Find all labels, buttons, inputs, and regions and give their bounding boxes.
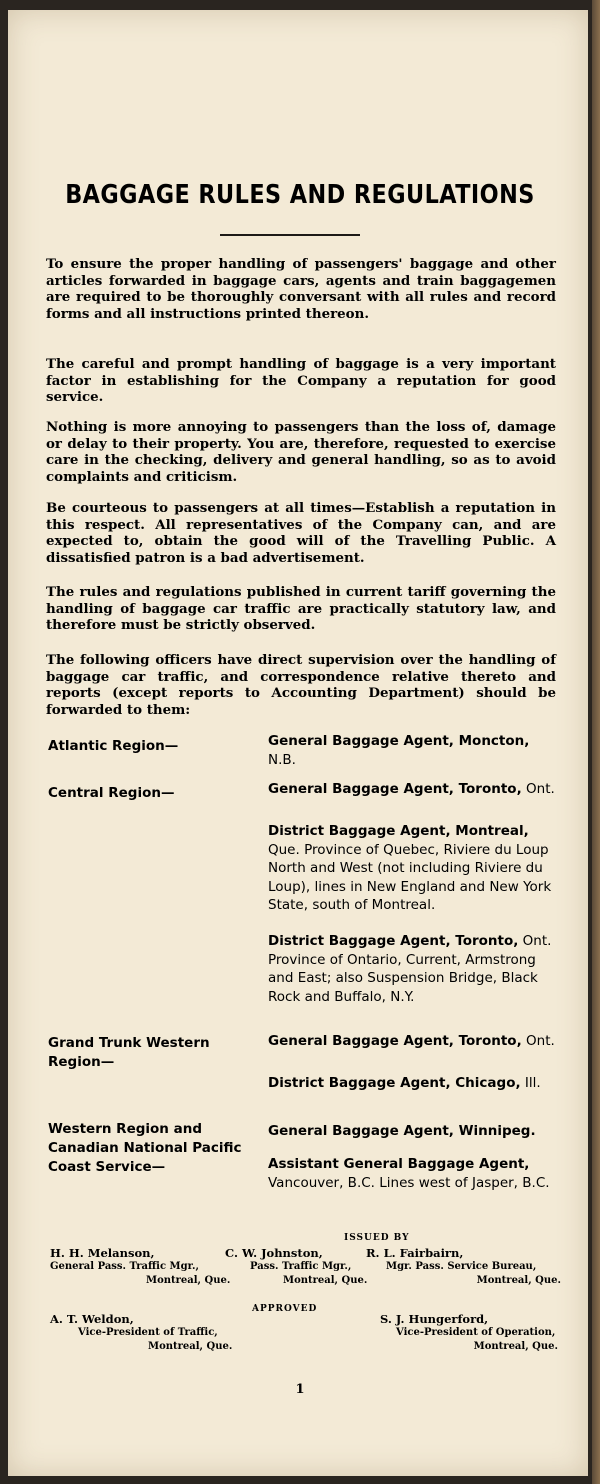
issuer-title: Mgr. Pass. Service Bureau, — [386, 1261, 537, 1272]
entry-rest: Ill. — [524, 1075, 541, 1091]
approver-place: Montreal, Que. — [473, 1341, 558, 1352]
paragraph-5: The rules and regulations published in current tariff governing the handling of baggage car traffic are practically statutory law, and therefore must be strictly observed. — [46, 584, 556, 633]
issuer-1 — [50, 1246, 240, 1288]
region-entry — [268, 1032, 560, 1051]
page-title: BAGGAGE RULES AND REGULATIONS — [65, 180, 535, 210]
approver-1 — [50, 1312, 240, 1354]
page-number: 1 — [295, 1382, 305, 1397]
region-entry — [268, 1155, 560, 1192]
approver-2 — [364, 1312, 564, 1354]
issuer-title: Pass. Traffic Mgr., — [250, 1261, 352, 1272]
region-label-atlantic: Atlantic Region— — [48, 738, 179, 754]
region-entry — [268, 822, 560, 915]
region-entry — [268, 732, 560, 769]
entry-rest: Ont. — [526, 1033, 555, 1049]
issuer-name: R. L. Fairbairn, — [366, 1246, 464, 1260]
entry-head: District Baggage Agent, Toronto, — [268, 933, 519, 949]
issuer-3 — [360, 1246, 565, 1288]
region-entry — [268, 932, 560, 1006]
entry-rest: Vancouver, B.C. Lines west of Jasper, B.C. — [268, 1174, 550, 1191]
paragraph-3: Nothing is more annoying to passengers than the loss of, damage or delay to their property. You are, therefore, requested to exercise care in the checking, delivery and general handling, so as to avoid complaints and criticism. — [46, 419, 556, 485]
issuer-place: Montreal, Que. — [283, 1275, 368, 1286]
issuer-name: H. H. Melanson, — [50, 1246, 155, 1260]
approver-title: Vice-President of Operation, — [396, 1327, 556, 1338]
region-entry — [268, 780, 560, 799]
approver-name: S. J. Hungerford, — [380, 1312, 489, 1326]
issuer-2 — [220, 1246, 380, 1288]
region-entry — [268, 1122, 560, 1141]
approver-place: Montreal, Que. — [148, 1341, 233, 1352]
issuer-name: C. W. Johnston, — [225, 1246, 323, 1260]
entry-head: General Baggage Agent, Winnipeg. — [268, 1123, 536, 1139]
approver-title: Vice-President of Traffic, — [78, 1327, 218, 1338]
region-label-western: Western Region and Canadian National Pacific Coast Service— — [48, 1121, 242, 1175]
entry-head: District Baggage Agent, Chicago, — [268, 1075, 521, 1091]
paragraph-2: The careful and prompt handling of baggage is a very important factor in establishing for the Company a reputation for good service. — [46, 356, 556, 405]
entry-head: General Baggage Agent, Toronto, — [268, 781, 522, 797]
entry-head: District Baggage Agent, Montreal, — [268, 823, 529, 839]
region-entry — [268, 1074, 560, 1093]
title-underline — [220, 234, 360, 236]
issuer-title: General Pass. Traffic Mgr., — [50, 1261, 199, 1272]
entry-head: Assistant General Baggage Agent, — [268, 1156, 530, 1172]
entry-rest: Que. Province of Quebec, Riviere du Loup North and West (not including Riviere du Loup), lines in New England and New York State, south of Montreal. — [268, 841, 552, 913]
paragraph-1: To ensure the proper handling of passengers' baggage and other articles forwarded in baggage cars, agents and train baggagemen are required to be thoroughly conversant with all rules and record forms and all instructions printed thereon. — [46, 256, 556, 322]
entry-head: General Baggage Agent, Moncton, — [268, 733, 530, 749]
page-edge — [592, 0, 600, 1484]
approver-name: A. T. Weldon, — [50, 1312, 134, 1326]
region-label-gtw: Grand Trunk Western Region— — [48, 1035, 210, 1070]
issued-by-label: ISSUED BY — [344, 1233, 410, 1243]
approved-label: APPROVED — [252, 1304, 318, 1314]
entry-rest: N.B. — [268, 751, 296, 768]
issuer-place: Montreal, Que. — [476, 1275, 561, 1286]
entry-rest: Ont. — [526, 781, 555, 797]
paragraph-4: Be courteous to passengers at all times—Establish a reputation in this respect. All representatives of the Company can, and are expected to, obtain the good will of the Travelling Public. A dissatisfied patron is a bad advertisement. — [46, 500, 556, 566]
region-label-central: Central Region— — [48, 785, 175, 801]
issuer-place: Montreal, Que. — [146, 1275, 231, 1286]
entry-rest: Ont. Province of Ontario, Current, Armstrong and East; also Suspension Bridge, Black Rock and Buffalo, N.Y. — [268, 933, 552, 1005]
entry-head: General Baggage Agent, Toronto, — [268, 1033, 522, 1049]
paragraph-6: The following officers have direct supervision over the handling of baggage car traffic, and correspondence relative thereto and reports (except reports to Accounting Department) should be forwarded to them: — [46, 652, 556, 718]
